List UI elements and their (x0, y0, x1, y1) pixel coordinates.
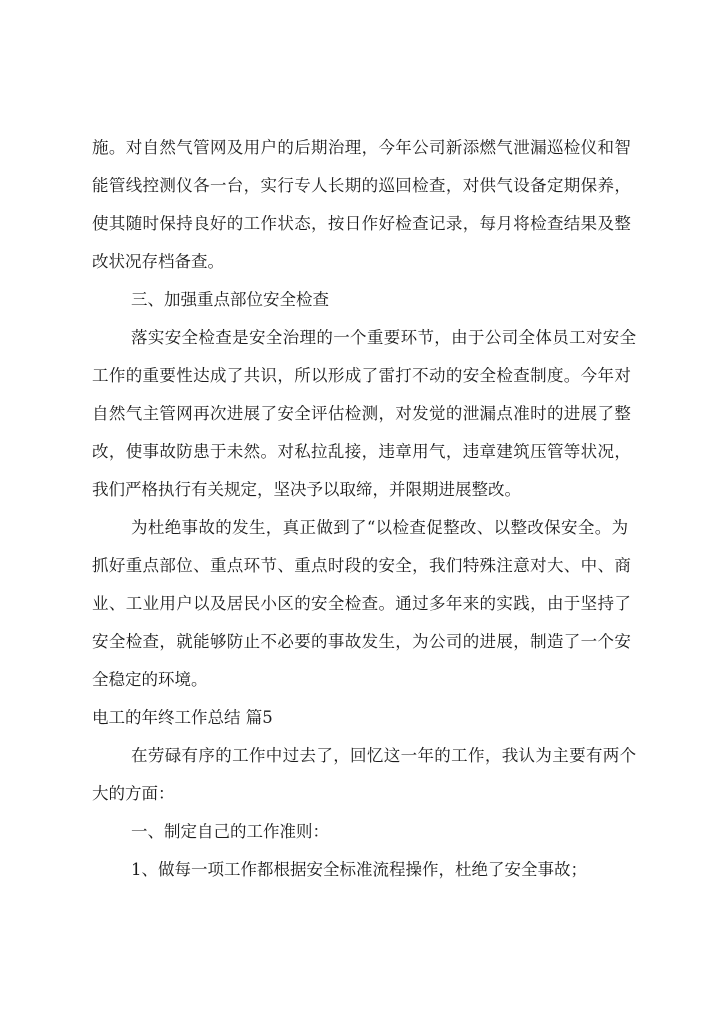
paragraph-line: 落实安全检查是安全治理的一个重要环节，由于公司全体员工对安全 (131, 328, 637, 347)
paragraph-line: 全稳定的环境。 (92, 670, 208, 689)
paragraph-line: 自然气主管网再次进展了安全评估检测，对发觉的泄漏点准时的进展了整 (92, 404, 632, 423)
paragraph-line: 安全检查，就能够防止不必要的事故发生，为公司的进展，制造了一个安 (92, 632, 632, 651)
paragraph-line: 为杜绝事故的发生，真正做到了“以检查促整改、以整改保安全。为 (131, 518, 629, 537)
paragraph-line: 工作的重要性达成了共识，所以形成了雷打不动的安全检查制度。今年对 (92, 366, 632, 385)
paragraph-line: 在劳碌有序的工作中过去了，回忆这一年的工作，我认为主要有两个 (131, 746, 637, 765)
paragraph-line: 能管线控测仪各一台，实行专人长期的巡回检查，对供气设备定期保养， (92, 176, 632, 195)
paragraph-line: 改，使事故防患于未然。对私拉乱接，违章用气，违章建筑压管等状况， (92, 442, 632, 461)
paragraph-line: 施。对自然气管网及用户的后期治理，今年公司新添燃气泄漏巡检仪和智 (92, 138, 632, 157)
paragraph-line: 抓好重点部位、重点环节、重点时段的安全，我们特殊注意对大、中、商 (92, 556, 632, 575)
section-heading: 三、加强重点部位安全检查 (131, 290, 329, 309)
article-title: 电工的年终工作总结 篇5 (92, 708, 273, 727)
paragraph-line: 改状况存档备查。 (92, 252, 224, 271)
paragraph-line: 使其随时保持良好的工作状态，按日作好检查记录，每月将检查结果及整 (92, 214, 632, 233)
section-heading: 一、制定自己的工作准则： (131, 822, 329, 841)
paragraph-line: 业、工业用户以及居民小区的安全检查。通过多年来的实践，由于坚持了 (92, 594, 632, 613)
paragraph-line: 1、做每一项工作都根据安全标准流程操作，杜绝了安全事故； (131, 860, 587, 879)
paragraph-line: 大的方面： (92, 784, 175, 803)
paragraph-line: 我们严格执行有关规定，坚决予以取缔，并限期进展整改。 (92, 480, 521, 499)
